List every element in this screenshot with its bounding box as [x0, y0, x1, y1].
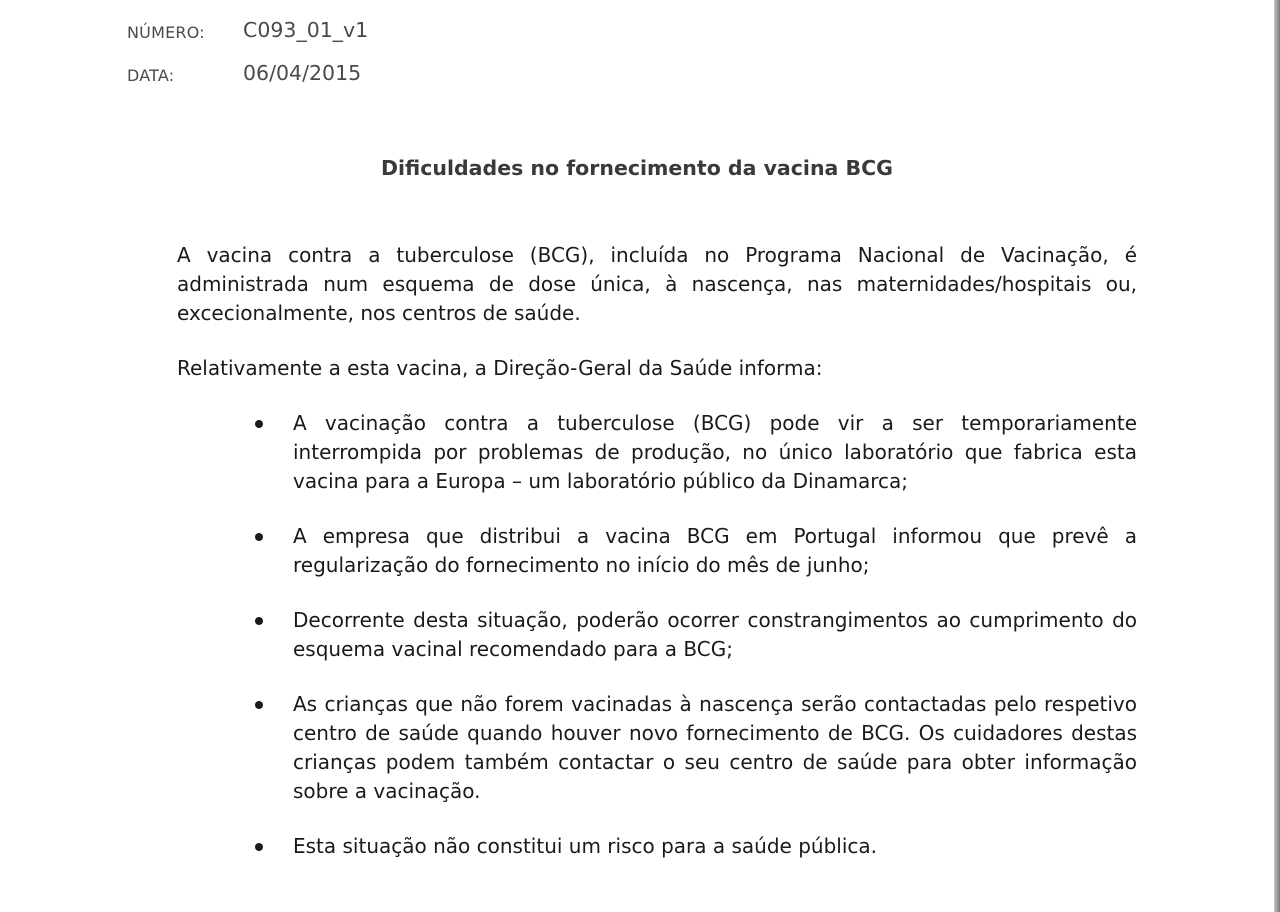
- bullet-icon: [255, 843, 263, 851]
- intro-paragraph: A vacina contra a tuberculose (BCG), incluída no Programa Nacional de Vacinação, é administrada num esquema de dose única, à nascença, nas maternidades/hospitais ou, excecionalmente, nos centros de saúde.: [177, 243, 1137, 325]
- document-number-row: [127, 18, 527, 48]
- page-edge-shadow: [1274, 0, 1280, 912]
- list-item: [177, 409, 1137, 496]
- document-number-value: C093_01_v1: [243, 18, 369, 42]
- list-item-text: As crianças que não forem vacinadas à nascença serão contactadas pelo respetivo centro de saúde quando houver novo fornecimento de BCG. Os cuidadores destas crianças podem também contactar o seu centro de saúde para obter informação sobre a vacinação.: [293, 692, 1137, 803]
- list-item-text: Esta situação não constitui um risco para a saúde pública.: [293, 834, 877, 858]
- document-number-label: NÚMERO:: [127, 23, 205, 42]
- list-item: [177, 522, 1137, 580]
- list-item-text: A empresa que distribui a vacina BCG em Portugal informou que prevê a regularização do fornecimento no início do mês de junho;: [293, 524, 1137, 577]
- bullet-icon: [255, 533, 263, 541]
- list-item: [177, 832, 1137, 861]
- list-item-text: Decorrente desta situação, poderão ocorrer constrangimentos ao cumprimento do esquema vacinal recomendado para a BCG;: [293, 608, 1137, 661]
- list-item: [177, 690, 1137, 806]
- document-title: Dificuldades no fornecimento da vacina BCG: [381, 156, 893, 180]
- information-list: [177, 409, 1137, 887]
- document-date-label: DATA:: [127, 66, 175, 85]
- list-item-text: A vacinação contra a tuberculose (BCG) pode vir a ser temporariamente interrompida por problemas de produção, no único laboratório que fabrica esta vacina para a Europa – um laboratório público da Dinamarca;: [293, 411, 1137, 493]
- bullet-icon: [255, 617, 263, 625]
- lead-in-paragraph: Relativamente a esta vacina, a Direção-Geral da Saúde informa:: [177, 356, 823, 380]
- document-date-row: [127, 61, 527, 91]
- document-date-value: 06/04/2015: [243, 61, 362, 85]
- list-item: [177, 606, 1137, 664]
- bullet-icon: [255, 701, 263, 709]
- bullet-icon: [255, 420, 263, 428]
